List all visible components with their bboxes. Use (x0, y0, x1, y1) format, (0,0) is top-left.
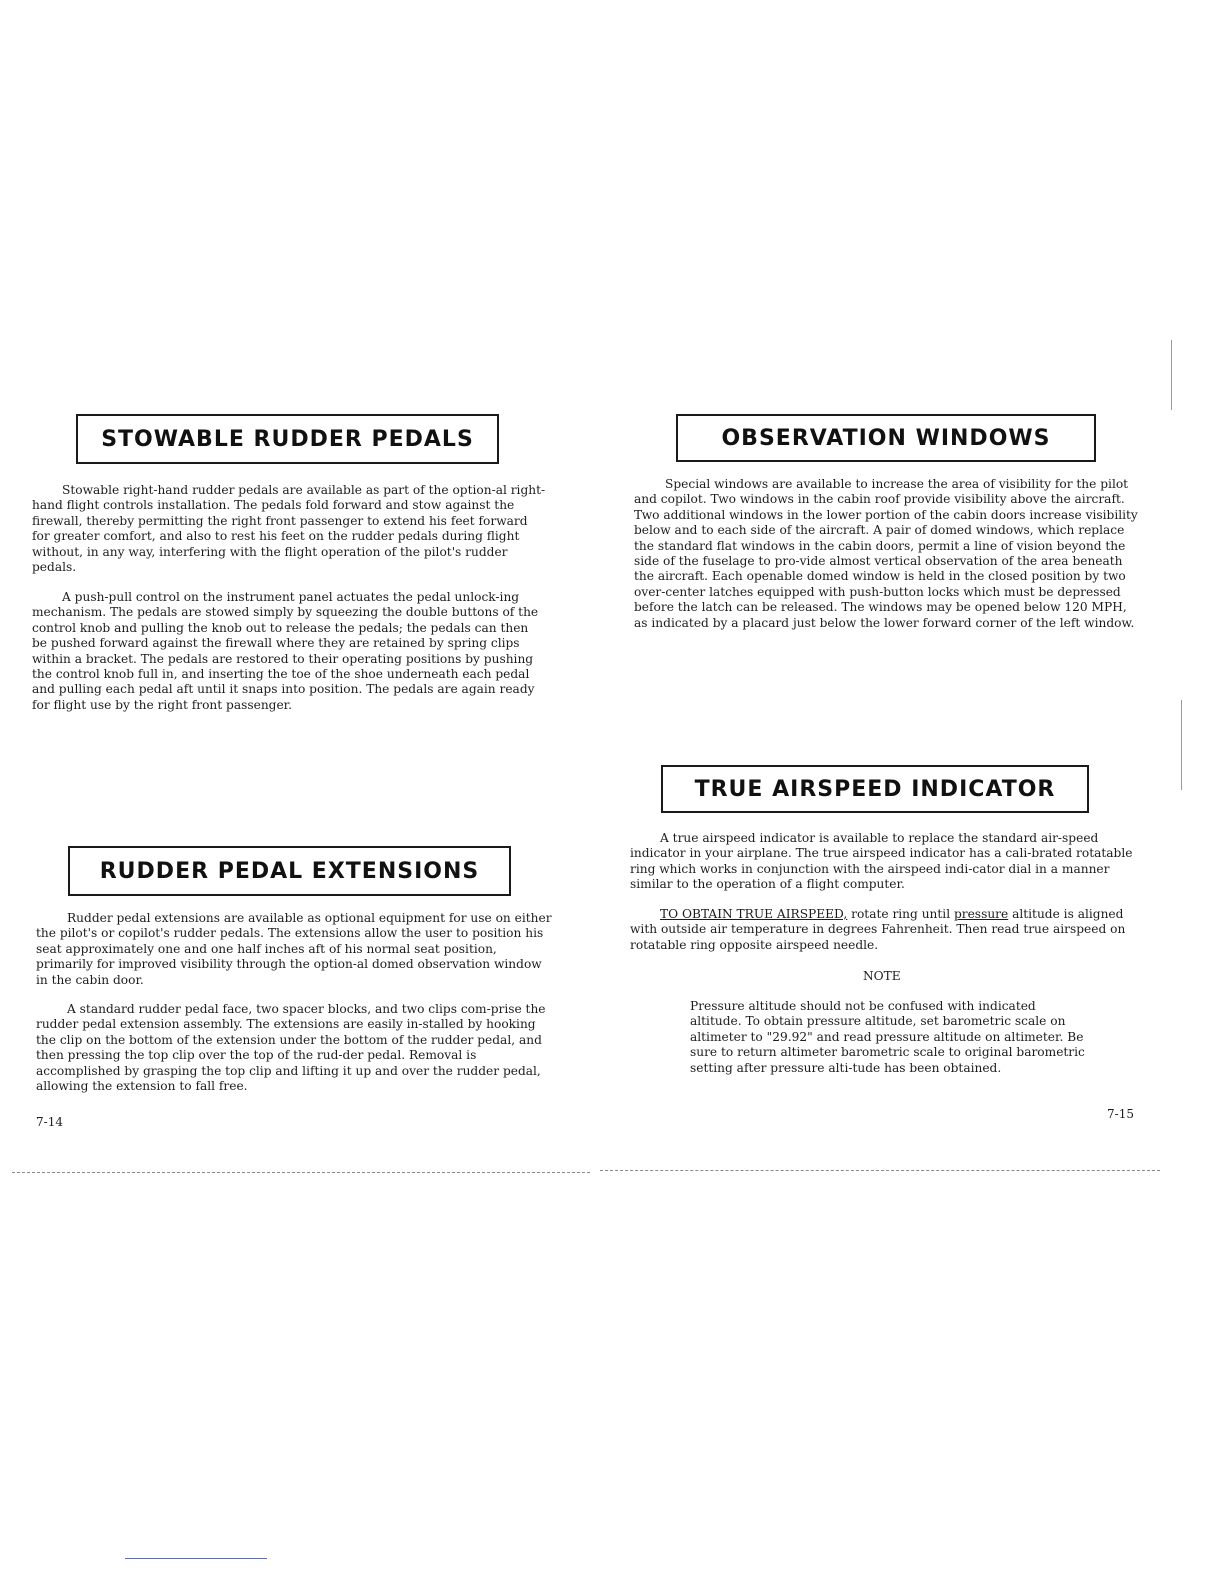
paragraph-extensions-2: A standard rudder pedal face, two spacer blocks, and two clips com-prise the rudder pedal extension assembly. The extensions are easily in-stalled by hooking the clip on the bottom of the extension under the bottom of the rudder pedal, and then pressing the top clip over the top of the rud-der pedal. Removal is accomplished by grasping the top clip and lifting it up and over the rudder pedal, allowing the extension to fall free. (36, 1002, 546, 1094)
section-title-rudder-pedal-extensions (68, 846, 511, 896)
paragraph-extensions-1: Rudder pedal extensions are available as optional equipment for use on either the pilot's or copilot's rudder pedals. The extensions allow the user to position his seat approximately one and one half inches aft of his normal seat position, primarily for improved visibility through the option-al domed observation window in the cabin door. (36, 911, 552, 987)
section-title-true-airspeed-indicator (661, 765, 1089, 813)
note-text: Pressure altitude should not be confused with indicated altitude. To obtain pressure altitude, set barometric scale on altimeter to "29.92" and read pressure altitude on altimeter. Be sure to return altimeter barometric scale to original barometric setting after pressure alti-tude has been obtained. (690, 999, 1085, 1075)
section-heading: TRUE AIRSPEED INDICATOR (694, 776, 1056, 802)
section-heading: STOWABLE RUDDER PEDALS (101, 426, 474, 452)
scan-margin-mark-top (1171, 340, 1172, 410)
section-heading: OBSERVATION WINDOWS (721, 425, 1051, 451)
procedure-lead: TO OBTAIN TRUE AIRSPEED, (660, 907, 848, 921)
paragraph-airspeed-procedure (630, 907, 1140, 953)
paragraph-observation-1: Special windows are available to increase the area of visibility for the pilot and copilot. Two windows in the cabin roof provide visibility above the aircraft. Two additional windows in the lower portion of the cabin doors increase visibility below and to each side of the aircraft. A pair of domed windows, which replace the standard flat windows in the cabin doors, permit a line of vision beyond the side of the fuselage to pro-vide almost vertical observation of the area beneath the aircraft. Each openable domed window is held in the closed position by two over-center latches equipped with push-button locks which must be depressed before the latch can be released. The windows may be opened below 120 MPH, as indicated by a placard just below the lower forward corner of the left window. (634, 477, 1138, 630)
note-label: NOTE (863, 969, 901, 983)
paragraph-airspeed-1: A true airspeed indicator is available to replace the standard air-speed indicator in your airplane. The true airspeed indicator has a cali-brated rotatable ring which works in conjunction with the airspeed indi-cator dial in a manner similar to the operation of a flight computer. (630, 831, 1133, 892)
procedure-text-1: rotate ring until (847, 907, 954, 921)
page-number-right: 7-15 (1107, 1107, 1134, 1121)
paragraph-stowable-2: A push-pull control on the instrument panel actuates the pedal unlock-ing mechanism. The pedals are stowed simply by squeezing the double buttons of the control knob and pulling the knob out to release the pedals; the pedals can then be pushed forward against the firewall where they are retained by spring clips within a bracket. The pedals are restored to their operating positions by pushing the control knob full in, and inserting the toe of the shoe underneath each pedal and pulling each pedal aft until it snaps into position. The pedals are again ready for flight use by the right front passenger. (32, 590, 539, 712)
page-rule-bottom (125, 1558, 267, 1559)
scan-margin-mark-bottom (1181, 700, 1182, 790)
scan-edge-right (600, 1170, 1160, 1171)
page-number-left: 7-14 (36, 1115, 63, 1129)
section-title-observation-windows (676, 414, 1096, 462)
paragraph-stowable-1: Stowable right-hand rudder pedals are available as part of the option-al right-hand flight controls installation. The pedals fold forward and stow against the firewall, thereby permitting the right front passenger to extend his feet forward for greater comfort, and also to rest his feet on the rudder pedals during flight without, in any way, interfering with the flight operation of the pilot's rudder pedals. (32, 483, 546, 575)
procedure-emphasis: pressure (953, 907, 1009, 921)
section-title-stowable-rudder-pedals (76, 414, 499, 464)
procedure-text-2: altitude is aligned with outside air temperature in degrees Fahrenheit. Then read true airspeed on rotatable ring opposite airspeed needle. (630, 907, 1126, 952)
scan-edge-left (12, 1172, 590, 1173)
section-heading: RUDDER PEDAL EXTENSIONS (99, 858, 480, 884)
